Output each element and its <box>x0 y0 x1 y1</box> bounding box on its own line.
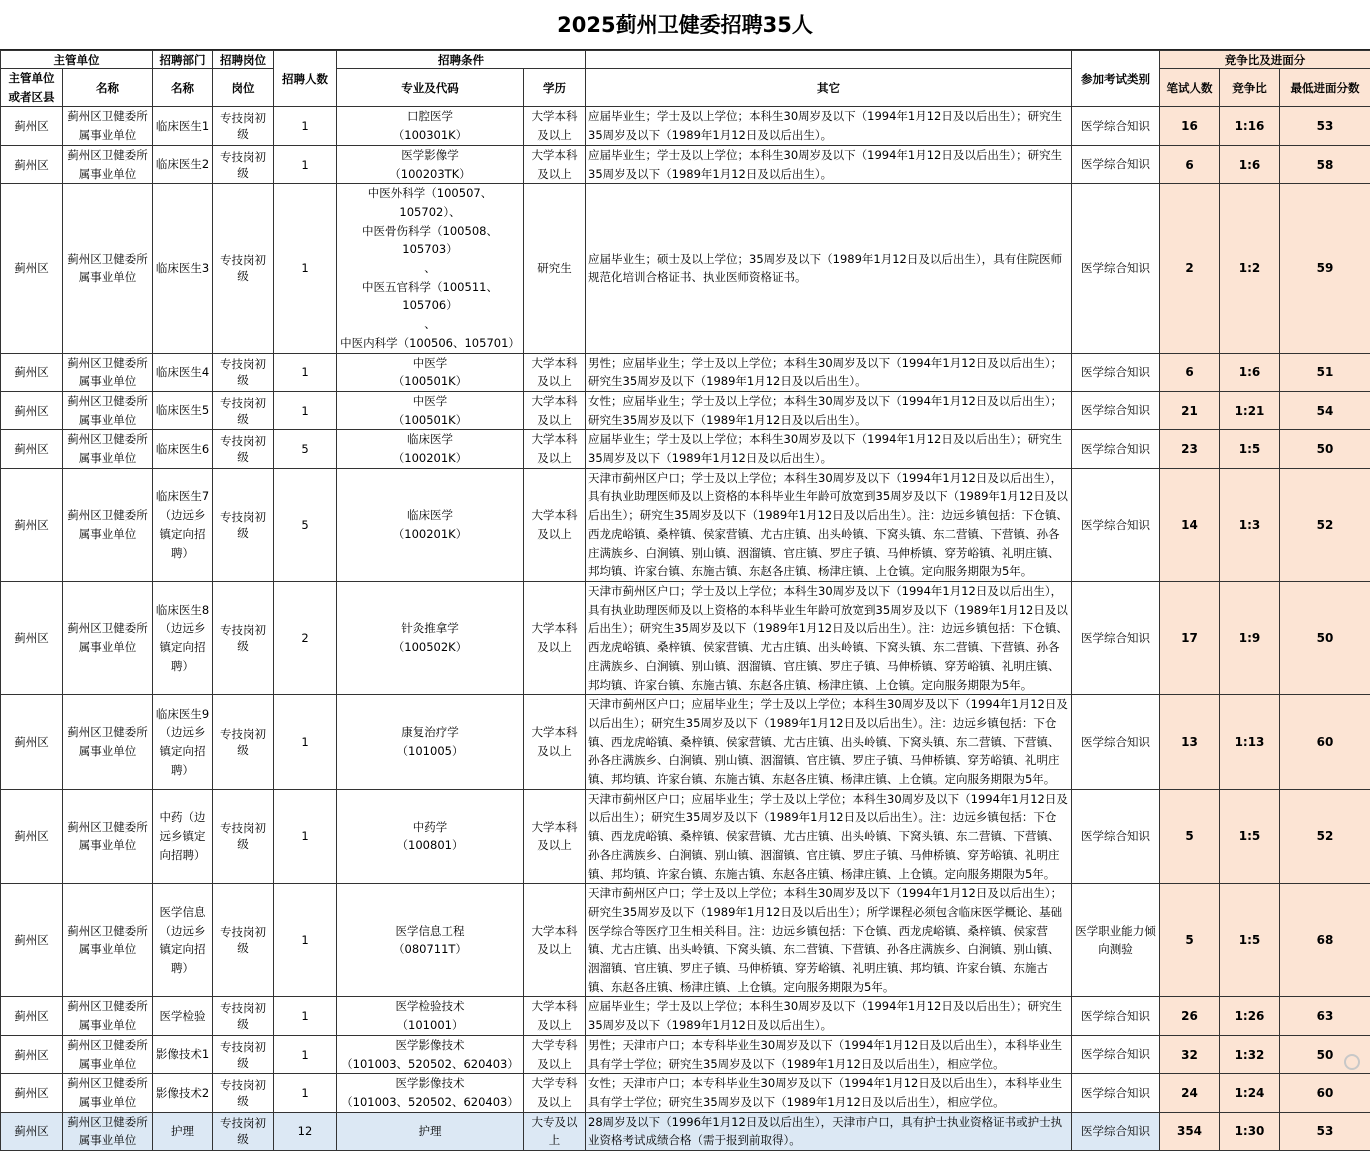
row-exam: 医学综合知识 <box>1072 430 1160 468</box>
row-exam: 医学综合知识 <box>1072 107 1160 145</box>
row-takers: 6 <box>1160 145 1220 183</box>
row-takers: 5 <box>1160 789 1220 884</box>
row-count: 1 <box>274 997 337 1035</box>
row-other: 天津市蓟州区户口；学士及以上学位；本科生30周岁及以下（1994年1月12日及以后出生）；研究生35周岁及以下（1989年1月12日及以后出生）；所学课程必须包含临床医学概论、基础医学综合等医疗卫生相关科目。注：边远乡镇包括：下仓镇、西龙虎峪镇、桑梓镇、侯家营镇、尤古庄镇、出头岭镇、下窝头镇、东二营镇、下营镇、孙各庄满族乡、白涧镇、别山镇、洇溜镇、官庄镇、罗庄子镇、马伸桥镇、穿芳峪镇、礼明庄镇、邦均镇、许家台镇、东施古镇、东赵各庄镇、杨津庄镇、上仓镇。定向服务期限为5年。 <box>586 884 1072 997</box>
row-count: 1 <box>274 1074 337 1112</box>
row-post: 专技岗初级 <box>213 468 274 581</box>
row-major: 临床医学 （100201K） <box>337 430 524 468</box>
row-other: 应届毕业生；学士及以上学位；本科生30周岁及以下（1994年1月12日及以后出生）；研究生35周岁及以下（1989年1月12日及以后出生）。 <box>586 107 1072 145</box>
row-exam: 医学综合知识 <box>1072 581 1160 694</box>
row-other: 应届毕业生；硕士及以上学位；35周岁及以下（1989年1月12日及以后出生），具有住院医师规范化培训合格证书、执业医师资格证书。 <box>586 184 1072 353</box>
row-major: 中药学 （100801） <box>337 789 524 884</box>
row-other: 天津市蓟州区户口；应届毕业生；学士及以上学位；本科生30周岁及以下（1994年1月12日及以后出生）；研究生35周岁及以下（1989年1月12日及以后出生）。注：边远乡镇包括：下仓镇、西龙虎峪镇、桑梓镇、侯家营镇、尤古庄镇、出头岭镇、下窝头镇、东二营镇、下营镇、孙各庄满族乡、白涧镇、别山镇、洇溜镇、官庄镇、罗庄子镇、马伸桥镇、穿芳峪镇、礼明庄镇、邦均镇、许家台镇、东施古镇、东赵各庄镇、杨津庄镇、上仓镇。定向服务期限为5年。 <box>586 695 1072 790</box>
row-post: 专技岗初级 <box>213 581 274 694</box>
row-district: 蓟州区 <box>1 997 63 1035</box>
row-dept: 影像技术1 <box>153 1035 213 1073</box>
row-ratio: 1:5 <box>1220 430 1280 468</box>
row-edu: 大学本科及以上 <box>524 145 586 183</box>
row-exam: 医学综合知识 <box>1072 1112 1160 1150</box>
row-edu: 大学本科及以上 <box>524 997 586 1035</box>
row-major: 中医学 （100501K） <box>337 353 524 391</box>
row-score: 54 <box>1280 391 1370 429</box>
row-edu: 大学本科及以上 <box>524 581 586 694</box>
row-score: 53 <box>1280 107 1370 145</box>
row-takers: 5 <box>1160 884 1220 997</box>
table-row <box>1 581 1370 694</box>
row-ratio: 1:16 <box>1220 107 1280 145</box>
row-dept: 临床医生1 <box>153 107 213 145</box>
row-unit: 蓟州区卫健委所属事业单位 <box>63 145 153 183</box>
page-title: 2025蓟州卫健委招聘35人 <box>0 0 1370 50</box>
row-other: 天津市蓟州区户口；应届毕业生；学士及以上学位；本科生30周岁及以下（1994年1月12日及以后出生）；研究生35周岁及以下（1989年1月12日及以后出生）。注：边远乡镇包括：下仓镇、西龙虎峪镇、桑梓镇、侯家营镇、尤古庄镇、出头岭镇、下窝头镇、东二营镇、下营镇、孙各庄满族乡、白涧镇、别山镇、洇溜镇、官庄镇、罗庄子镇、马伸桥镇、穿芳峪镇、礼明庄镇、邦均镇、许家台镇、东施古镇、东赵各庄镇、杨津庄镇、上仓镇。定向服务期限为5年。 <box>586 789 1072 884</box>
row-takers: 354 <box>1160 1112 1220 1150</box>
row-takers: 2 <box>1160 184 1220 353</box>
row-other: 应届毕业生；学士及以上学位；本科生30周岁及以下（1994年1月12日及以后出生）；研究生35周岁及以下（1989年1月12日及以后出生）。 <box>586 145 1072 183</box>
row-score: 63 <box>1280 997 1370 1035</box>
row-district: 蓟州区 <box>1 1035 63 1073</box>
row-unit: 蓟州区卫健委所属事业单位 <box>63 107 153 145</box>
table-row <box>1 353 1370 391</box>
row-dept: 临床医生3 <box>153 184 213 353</box>
row-dept: 医学检验 <box>153 997 213 1035</box>
row-score: 59 <box>1280 184 1370 353</box>
row-count: 1 <box>274 353 337 391</box>
row-dept: 临床医生9（边远乡镇定向招聘） <box>153 695 213 790</box>
row-exam: 医学综合知识 <box>1072 997 1160 1035</box>
row-district: 蓟州区 <box>1 145 63 183</box>
row-takers: 14 <box>1160 468 1220 581</box>
row-exam: 医学综合知识 <box>1072 145 1160 183</box>
row-post: 专技岗初级 <box>213 430 274 468</box>
row-exam: 医学职业能力倾向测验 <box>1072 884 1160 997</box>
row-ratio: 1:2 <box>1220 184 1280 353</box>
header-group-cond: 招聘条件 <box>337 51 586 69</box>
row-ratio: 1:21 <box>1220 391 1280 429</box>
row-post: 专技岗初级 <box>213 145 274 183</box>
row-district: 蓟州区 <box>1 430 63 468</box>
header-exam-type: 参加考试类别 <box>1072 51 1160 107</box>
row-other: 应届毕业生；学士及以上学位；本科生30周岁及以下（1994年1月12日及以后出生）；研究生35周岁及以下（1989年1月12日及以后出生）。 <box>586 430 1072 468</box>
row-major: 针灸推拿学 （100502K） <box>337 581 524 694</box>
watermark-icon <box>1344 1054 1360 1070</box>
row-dept: 医学信息（边远乡镇定向招聘） <box>153 884 213 997</box>
row-dept: 影像技术2 <box>153 1074 213 1112</box>
row-dept: 临床医生2 <box>153 145 213 183</box>
header-major: 专业及代码 <box>337 69 524 107</box>
row-other: 男性；天津市户口；本专科毕业生30周岁及以下（1994年1月12日及以后出生），本科毕业生具有学士学位；研究生35周岁及以下（1989年1月12日及以后出生），相应学位。 <box>586 1035 1072 1073</box>
row-unit: 蓟州区卫健委所属事业单位 <box>63 468 153 581</box>
row-count: 1 <box>274 184 337 353</box>
row-edu: 大学本科及以上 <box>524 353 586 391</box>
row-post: 专技岗初级 <box>213 997 274 1035</box>
row-district: 蓟州区 <box>1 391 63 429</box>
row-takers: 13 <box>1160 695 1220 790</box>
row-major: 医学检验技术 （101001） <box>337 997 524 1035</box>
row-ratio: 1:26 <box>1220 997 1280 1035</box>
row-district: 蓟州区 <box>1 789 63 884</box>
row-post: 专技岗初级 <box>213 184 274 353</box>
row-edu: 大学本科及以上 <box>524 430 586 468</box>
row-takers: 17 <box>1160 581 1220 694</box>
row-score: 53 <box>1280 1112 1370 1150</box>
table-row <box>1 145 1370 183</box>
row-unit: 蓟州区卫健委所属事业单位 <box>63 1035 153 1073</box>
row-other: 天津市蓟州区户口；学士及以上学位；本科生30周岁及以下（1994年1月12日及以后出生），具有执业助理医师及以上资格的本科毕业生年龄可放宽到35周岁及以下（1989年1月12日及以后出生）；研究生35周岁及以下（1989年1月12日及以后出生）。注：边远乡镇包括：下仓镇、西龙虎峪镇、桑梓镇、侯家营镇、尤古庄镇、出头岭镇、下窝头镇、东二营镇、下营镇、孙各庄满族乡、白涧镇、别山镇、洇溜镇、官庄镇、罗庄子镇、马伸桥镇、穿芳峪镇、礼明庄镇、邦均镇、许家台镇、东施古镇、东赵各庄镇、杨津庄镇、上仓镇。定向服务期限为5年。 <box>586 581 1072 694</box>
row-edu: 大学本科及以上 <box>524 107 586 145</box>
row-edu: 大学本科及以上 <box>524 391 586 429</box>
row-dept: 临床医生5 <box>153 391 213 429</box>
row-post: 专技岗初级 <box>213 1074 274 1112</box>
row-district: 蓟州区 <box>1 184 63 353</box>
row-score: 52 <box>1280 789 1370 884</box>
header-group-post: 招聘岗位 <box>213 51 274 69</box>
row-district: 蓟州区 <box>1 107 63 145</box>
row-major: 康复治疗学 （101005） <box>337 695 524 790</box>
row-other: 应届毕业生；学士及以上学位；本科生30周岁及以下（1994年1月12日及以后出生）；研究生35周岁及以下（1989年1月12日及以后出生）。 <box>586 997 1072 1035</box>
header-min-score: 最低进面分数 <box>1280 69 1370 107</box>
header-group-dept: 招聘部门 <box>153 51 213 69</box>
row-edu: 大学专科及以上 <box>524 1035 586 1073</box>
row-post: 专技岗初级 <box>213 1035 274 1073</box>
row-count: 5 <box>274 430 337 468</box>
row-score: 50 <box>1280 1035 1370 1073</box>
row-unit: 蓟州区卫健委所属事业单位 <box>63 789 153 884</box>
row-count: 12 <box>274 1112 337 1150</box>
row-district: 蓟州区 <box>1 468 63 581</box>
row-post: 专技岗初级 <box>213 1112 274 1150</box>
row-count: 1 <box>274 107 337 145</box>
table-row <box>1 997 1370 1035</box>
header-group-unit: 主管单位 <box>1 51 153 69</box>
row-district: 蓟州区 <box>1 353 63 391</box>
row-exam: 医学综合知识 <box>1072 1035 1160 1073</box>
row-exam: 医学综合知识 <box>1072 1074 1160 1112</box>
row-ratio: 1:30 <box>1220 1112 1280 1150</box>
header-takers: 笔试人数 <box>1160 69 1220 107</box>
row-district: 蓟州区 <box>1 695 63 790</box>
row-major: 临床医学 （100201K） <box>337 468 524 581</box>
row-dept: 临床医生4 <box>153 353 213 391</box>
row-major: 中医外科学（100507、105702）、 中医骨伤科学（100508、105703） 、 中医五官科学（100511、105706） 、 中医内科学（100506、105701） <box>337 184 524 353</box>
row-district: 蓟州区 <box>1 1074 63 1112</box>
row-major: 医学信息工程 （080711T） <box>337 884 524 997</box>
row-other: 女性；应届毕业生；学士及以上学位；本科生30周岁及以下（1994年1月12日及以后出生）；研究生35周岁及以下（1989年1月12日及以后出生）。 <box>586 391 1072 429</box>
row-other: 男性；应届毕业生；学士及以上学位；本科生30周岁及以下（1994年1月12日及以后出生）；研究生35周岁及以下（1989年1月12日及以后出生）。 <box>586 353 1072 391</box>
row-edu: 大学本科及以上 <box>524 468 586 581</box>
row-major: 口腔医学 （100301K） <box>337 107 524 145</box>
header-edu: 学历 <box>524 69 586 107</box>
row-dept: 临床医生8（边远乡镇定向招聘） <box>153 581 213 694</box>
row-ratio: 1:9 <box>1220 581 1280 694</box>
row-unit: 蓟州区卫健委所属事业单位 <box>63 581 153 694</box>
header-blank <box>586 51 1072 69</box>
row-takers: 16 <box>1160 107 1220 145</box>
row-count: 5 <box>274 468 337 581</box>
row-unit: 蓟州区卫健委所属事业单位 <box>63 1112 153 1150</box>
row-post: 专技岗初级 <box>213 391 274 429</box>
row-post: 专技岗初级 <box>213 695 274 790</box>
table-row <box>1 430 1370 468</box>
row-takers: 32 <box>1160 1035 1220 1073</box>
row-edu: 大学本科及以上 <box>524 884 586 997</box>
row-ratio: 1:6 <box>1220 353 1280 391</box>
row-dept: 中药（边远乡镇定向招聘） <box>153 789 213 884</box>
row-major: 医学影像学 （100203TK） <box>337 145 524 183</box>
row-post: 专技岗初级 <box>213 353 274 391</box>
row-unit: 蓟州区卫健委所属事业单位 <box>63 695 153 790</box>
row-post: 专技岗初级 <box>213 789 274 884</box>
header-group-comp: 竞争比及进面分 <box>1160 51 1370 69</box>
header-post: 岗位 <box>213 69 274 107</box>
row-unit: 蓟州区卫健委所属事业单位 <box>63 184 153 353</box>
table-row <box>1 107 1370 145</box>
row-count: 1 <box>274 391 337 429</box>
table-row <box>1 789 1370 884</box>
row-district: 蓟州区 <box>1 581 63 694</box>
row-dept: 护理 <box>153 1112 213 1150</box>
row-score: 52 <box>1280 468 1370 581</box>
row-score: 60 <box>1280 695 1370 790</box>
header-unit-name: 名称 <box>63 69 153 107</box>
row-ratio: 1:3 <box>1220 468 1280 581</box>
row-takers: 23 <box>1160 430 1220 468</box>
row-edu: 大专及以上 <box>524 1112 586 1150</box>
table-row <box>1 695 1370 790</box>
row-takers: 21 <box>1160 391 1220 429</box>
row-unit: 蓟州区卫健委所属事业单位 <box>63 997 153 1035</box>
row-count: 1 <box>274 789 337 884</box>
row-major: 中医学 （100501K） <box>337 391 524 429</box>
row-takers: 24 <box>1160 1074 1220 1112</box>
table-row <box>1 884 1370 997</box>
row-score: 68 <box>1280 884 1370 997</box>
row-ratio: 1:32 <box>1220 1035 1280 1073</box>
row-other: 28周岁及以下（1996年1月12日及以后出生），天津市户口，具有护士执业资格证书或护士执业资格考试成绩合格（需于报到前取得）。 <box>586 1112 1072 1150</box>
row-major: 护理 <box>337 1112 524 1150</box>
header-hire-count: 招聘人数 <box>274 51 337 107</box>
row-dept: 临床医生6 <box>153 430 213 468</box>
row-edu: 大学本科及以上 <box>524 789 586 884</box>
row-district: 蓟州区 <box>1 1112 63 1150</box>
row-edu: 大学专科及以上 <box>524 1074 586 1112</box>
row-edu: 大学本科及以上 <box>524 695 586 790</box>
table-row <box>1 468 1370 581</box>
row-unit: 蓟州区卫健委所属事业单位 <box>63 430 153 468</box>
row-exam: 医学综合知识 <box>1072 391 1160 429</box>
row-major: 医学影像技术 （101003、520502、620403） <box>337 1035 524 1073</box>
row-takers: 6 <box>1160 353 1220 391</box>
table-row <box>1 1035 1370 1073</box>
row-unit: 蓟州区卫健委所属事业单位 <box>63 391 153 429</box>
row-exam: 医学综合知识 <box>1072 789 1160 884</box>
row-exam: 医学综合知识 <box>1072 695 1160 790</box>
table-row <box>1 184 1370 353</box>
row-score: 58 <box>1280 145 1370 183</box>
row-score: 50 <box>1280 430 1370 468</box>
row-post: 专技岗初级 <box>213 107 274 145</box>
row-exam: 医学综合知识 <box>1072 353 1160 391</box>
row-ratio: 1:13 <box>1220 695 1280 790</box>
row-post: 专技岗初级 <box>213 884 274 997</box>
header-other: 其它 <box>586 69 1072 107</box>
recruitment-table <box>0 50 1370 1151</box>
row-score: 51 <box>1280 353 1370 391</box>
header-district: 主管单位或者区县 <box>1 69 63 107</box>
row-unit: 蓟州区卫健委所属事业单位 <box>63 884 153 997</box>
row-ratio: 1:24 <box>1220 1074 1280 1112</box>
row-count: 2 <box>274 581 337 694</box>
row-score: 50 <box>1280 581 1370 694</box>
row-score: 60 <box>1280 1074 1370 1112</box>
row-other: 天津市蓟州区户口；学士及以上学位；本科生30周岁及以下（1994年1月12日及以后出生），具有执业助理医师及以上资格的本科毕业生年龄可放宽到35周岁及以下（1989年1月12日及以后出生）；研究生35周岁及以下（1989年1月12日及以后出生）。注：边远乡镇包括：下仓镇、西龙虎峪镇、桑梓镇、侯家营镇、尤古庄镇、出头岭镇、下窝头镇、东二营镇、下营镇、孙各庄满族乡、白涧镇、别山镇、洇溜镇、官庄镇、罗庄子镇、马伸桥镇、穿芳峪镇、礼明庄镇、邦均镇、许家台镇、东施古镇、东赵各庄镇、杨津庄镇、上仓镇。定向服务期限为5年。 <box>586 468 1072 581</box>
row-ratio: 1:5 <box>1220 884 1280 997</box>
header-dept-name: 名称 <box>153 69 213 107</box>
row-major: 医学影像技术 （101003、520502、620403） <box>337 1074 524 1112</box>
row-unit: 蓟州区卫健委所属事业单位 <box>63 1074 153 1112</box>
row-other: 女性；天津市户口；本专科毕业生30周岁及以下（1994年1月12日及以后出生），本科毕业生具有学士学位；研究生35周岁及以下（1989年1月12日及以后出生），相应学位。 <box>586 1074 1072 1112</box>
row-dept: 临床医生7（边远乡镇定向招聘） <box>153 468 213 581</box>
row-edu: 研究生 <box>524 184 586 353</box>
row-count: 1 <box>274 145 337 183</box>
row-ratio: 1:5 <box>1220 789 1280 884</box>
row-unit: 蓟州区卫健委所属事业单位 <box>63 353 153 391</box>
row-ratio: 1:6 <box>1220 145 1280 183</box>
row-takers: 26 <box>1160 997 1220 1035</box>
table-row <box>1 391 1370 429</box>
row-exam: 医学综合知识 <box>1072 184 1160 353</box>
row-count: 1 <box>274 695 337 790</box>
row-exam: 医学综合知识 <box>1072 468 1160 581</box>
row-count: 1 <box>274 1035 337 1073</box>
row-district: 蓟州区 <box>1 884 63 997</box>
table-row <box>1 1112 1370 1150</box>
row-count: 1 <box>274 884 337 997</box>
header-ratio: 竞争比 <box>1220 69 1280 107</box>
